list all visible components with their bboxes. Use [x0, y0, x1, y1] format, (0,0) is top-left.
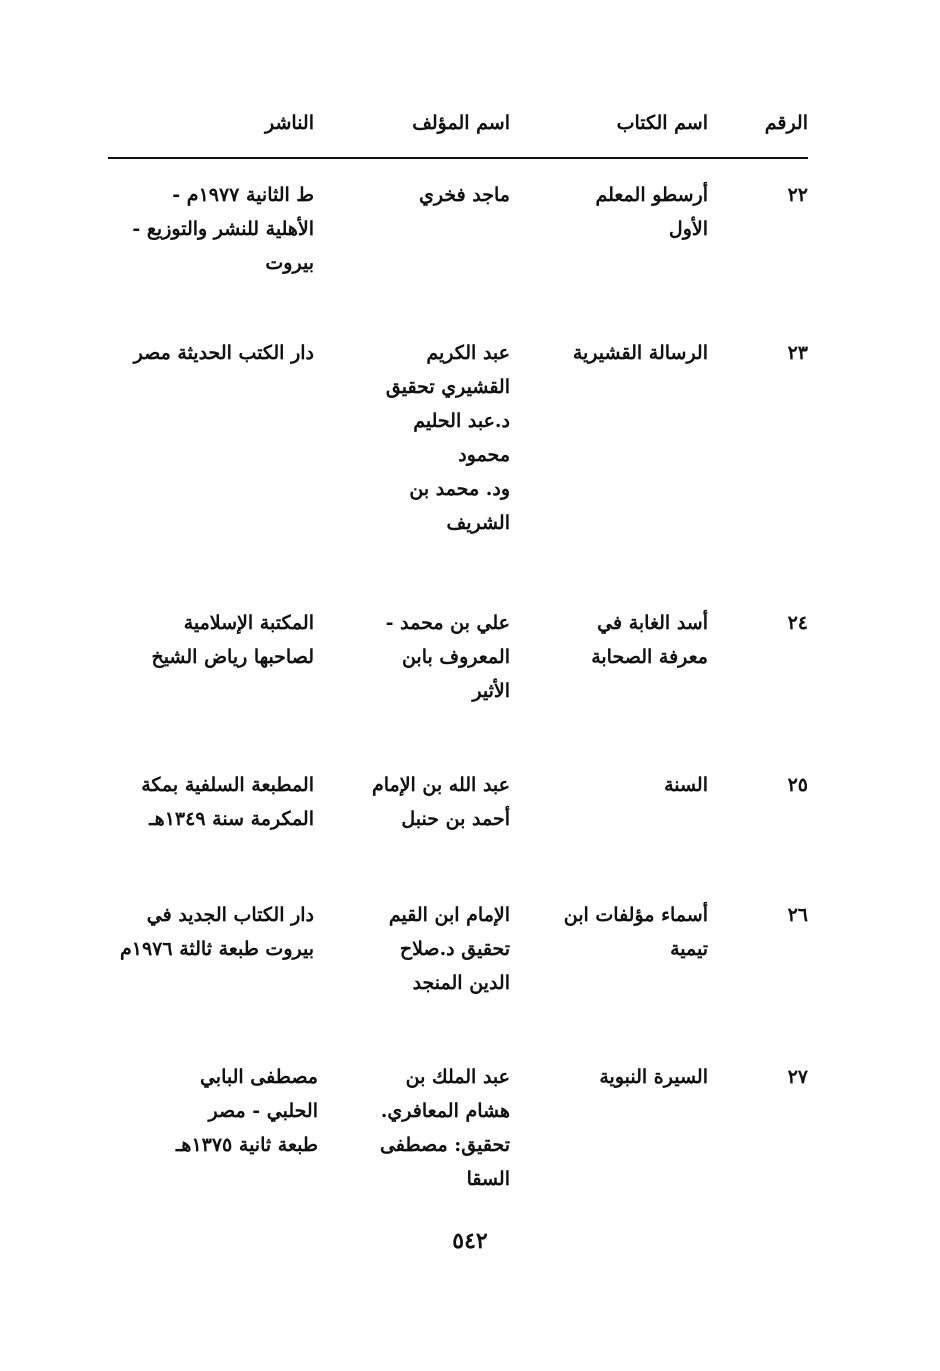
- publisher-line: الحلبي - مصر: [208, 1100, 318, 1122]
- author-cell: [360, 336, 510, 540]
- book-title-line: أسد الغابة في: [597, 612, 708, 634]
- author-line: علي بن محمد -: [385, 612, 510, 634]
- author-line: ماجد فخري: [418, 184, 510, 206]
- publisher-line: بيروت طبعة ثالثة ١٩٧٦م: [120, 938, 314, 960]
- book-title-line: أسماء مؤلفات ابن: [563, 904, 708, 926]
- author-line: عبد الكريم: [426, 342, 510, 364]
- book-title-cell: [558, 336, 708, 370]
- publisher-cell: [108, 178, 314, 280]
- author-cell: [360, 606, 510, 708]
- author-line: د.عبد الحليم: [413, 410, 510, 432]
- publisher-line: طبعة ثانية ١٣٧٥هـ: [175, 1134, 318, 1156]
- publisher-line: بيروت: [265, 252, 314, 274]
- author-line: السقا: [466, 1168, 510, 1190]
- book-title-line: أرسطو المعلم: [595, 184, 708, 206]
- book-title-cell: [558, 768, 708, 802]
- book-title-line: معرفة الصحابة: [591, 646, 708, 668]
- author-line: القشيري تحقيق: [385, 376, 510, 398]
- publisher-cell: [108, 606, 314, 674]
- publisher-line: المكرمة سنة ١٣٤٩هـ: [149, 808, 314, 830]
- book-title-cell: [558, 178, 708, 246]
- row-number: ٢٢: [787, 184, 808, 206]
- row-number: ٢٤: [787, 612, 808, 634]
- book-title-cell: [558, 1060, 708, 1094]
- row-number: ٢٥: [787, 774, 808, 796]
- author-line: أحمد بن حنبل: [401, 808, 510, 830]
- row-number: ٢٧: [787, 1066, 808, 1088]
- publisher-cell: [108, 768, 314, 836]
- author-line: المعروف بابن: [401, 646, 510, 668]
- header-author: اسم المؤلف: [412, 112, 510, 134]
- author-line: الشريف: [446, 512, 510, 534]
- publisher-line: المطبعة السلفية بمكة: [141, 774, 314, 796]
- publisher-cell: [112, 1060, 318, 1162]
- author-line: ود. محمد بن: [409, 478, 510, 500]
- page-number: ٥٤٢: [452, 1228, 488, 1254]
- author-line: تحقيق د.صلاح: [399, 938, 510, 960]
- author-cell: [360, 898, 510, 1000]
- author-line: عبد الملك بن: [405, 1066, 510, 1088]
- author-line: محمود: [458, 444, 510, 466]
- header-divider: [108, 157, 808, 159]
- book-title-line: السنة: [664, 774, 708, 796]
- table-header: [108, 112, 808, 152]
- author-cell: [360, 178, 510, 212]
- publisher-line: الأهلية للنشر والتوزيع -: [132, 218, 314, 240]
- publisher-line: لصاحبها رياض الشيخ: [151, 646, 314, 668]
- publisher-line: دار الكتاب الجديد في: [146, 904, 314, 926]
- author-line: تحقيق: مصطفى: [379, 1134, 510, 1156]
- publisher-cell: [108, 898, 314, 966]
- book-title-line: الرسالة القشيرية: [572, 342, 708, 364]
- author-line: الإمام ابن القيم: [388, 904, 510, 926]
- publisher-line: المكتبة الإسلامية: [183, 612, 314, 634]
- row-number: ٢٦: [787, 904, 808, 926]
- header-book-title: اسم الكتاب: [616, 112, 708, 134]
- header-number: الرقم: [764, 112, 808, 134]
- book-title-line: السيرة النبوية: [599, 1066, 708, 1088]
- publisher-line: مصطفى البابي: [199, 1066, 318, 1088]
- publisher-line: ط الثانية ١٩٧٧م -: [172, 184, 314, 206]
- book-title-line: تيمية: [670, 938, 708, 960]
- publisher-cell: [108, 336, 314, 370]
- author-line: هشام المعافري.: [380, 1100, 510, 1122]
- book-title-cell: [558, 898, 708, 966]
- book-title-cell: [558, 606, 708, 674]
- header-publisher: الناشر: [265, 112, 314, 134]
- row-number: ٢٣: [787, 342, 808, 364]
- author-line: الدين المنجد: [412, 972, 510, 994]
- author-line: الأثير: [472, 680, 510, 702]
- book-title-line: الأول: [668, 218, 708, 240]
- author-line: عبد الله بن الإمام: [371, 774, 510, 796]
- publisher-line: دار الكتب الحديثة مصر: [133, 342, 314, 364]
- author-cell: [360, 1060, 510, 1196]
- author-cell: [360, 768, 510, 836]
